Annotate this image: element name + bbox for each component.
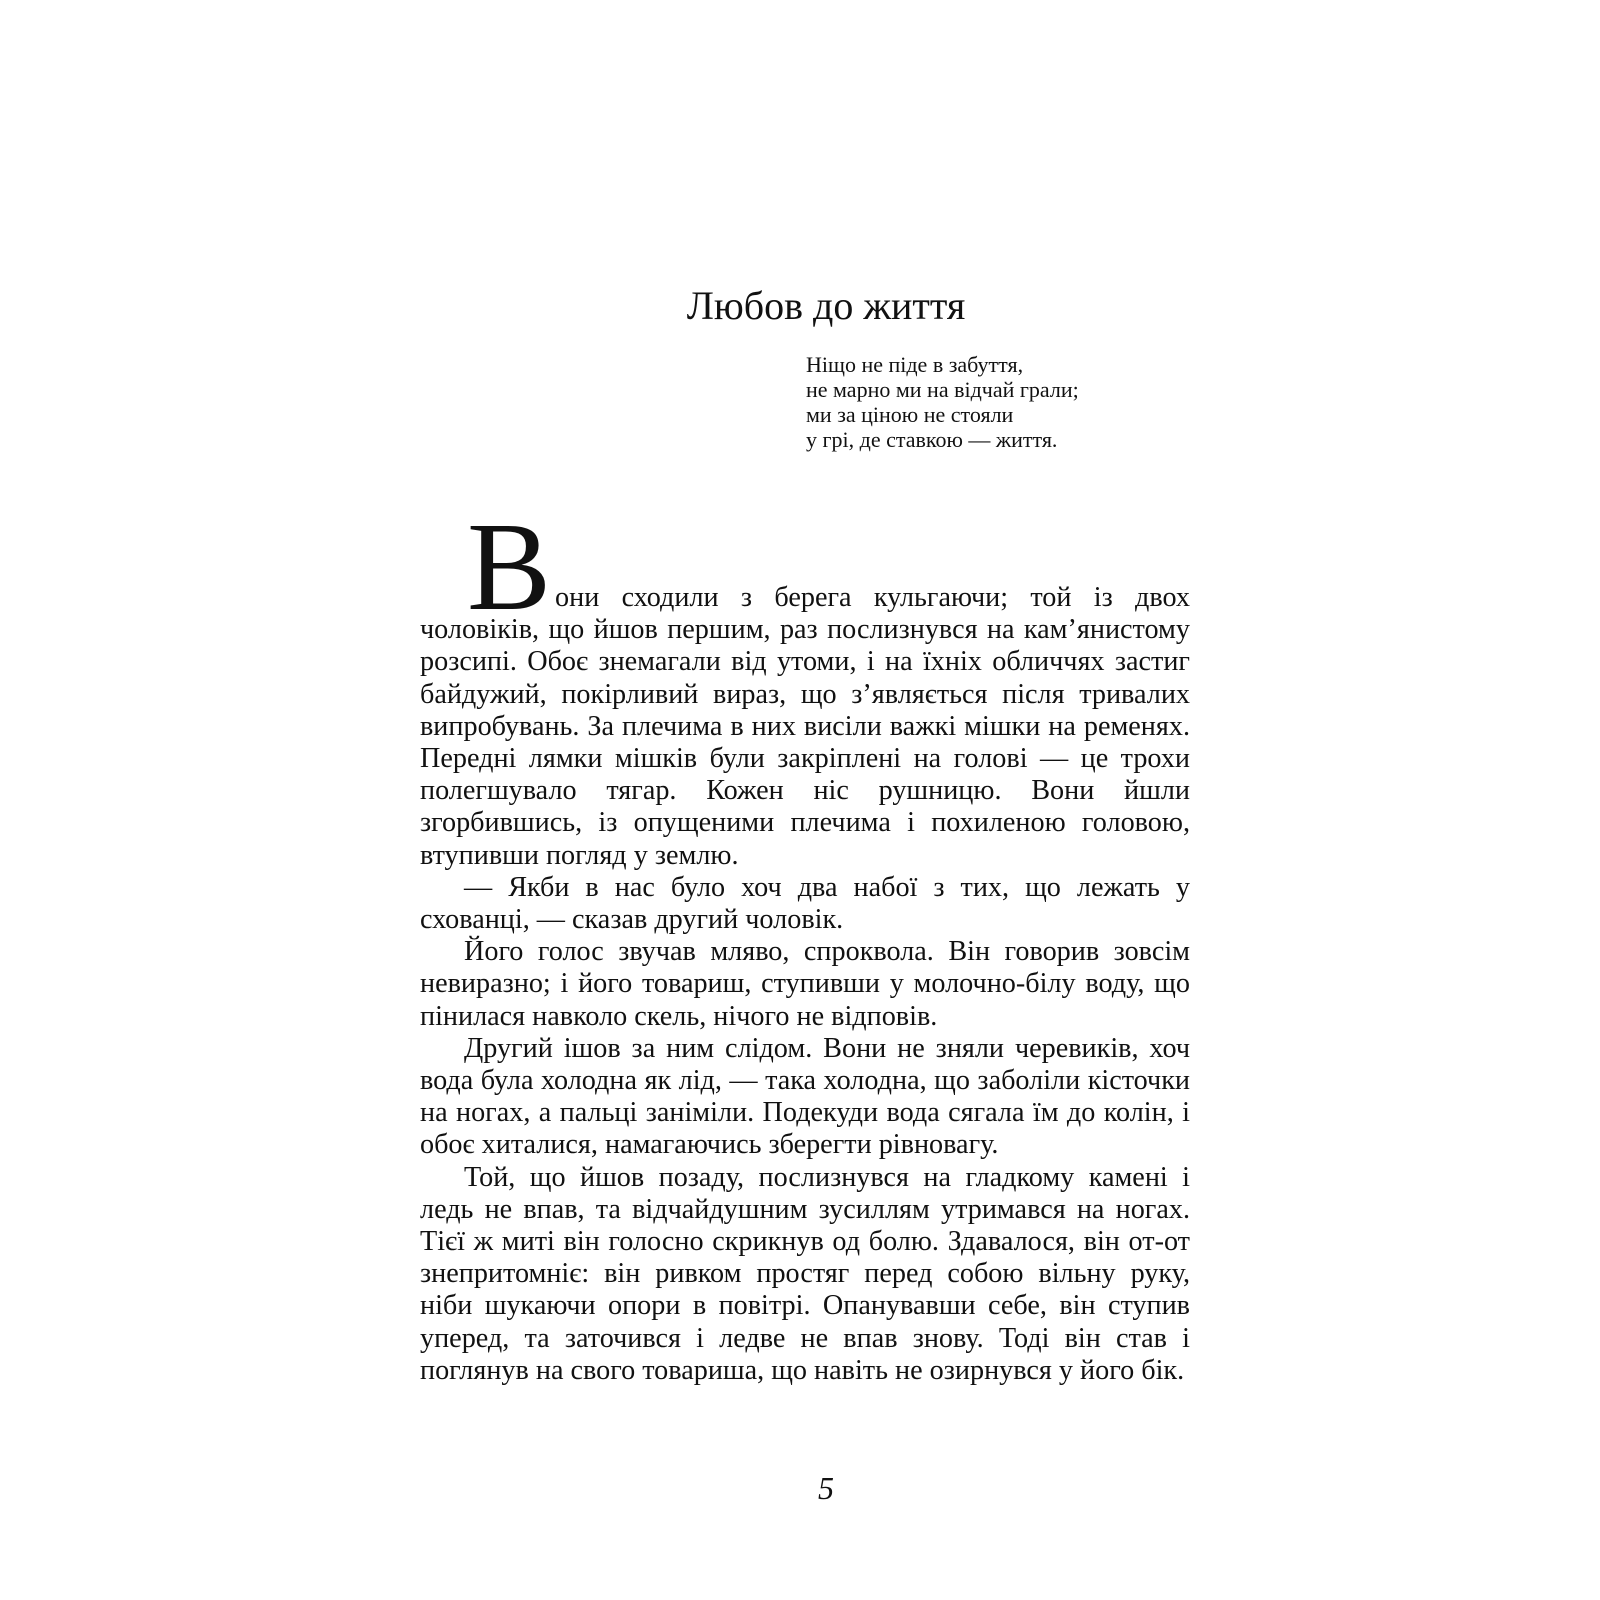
epigraph-line: ми за ціною не стояли	[806, 402, 1014, 427]
epigraph-line: не марно ми на відчай грали;	[806, 377, 1079, 402]
epigraph-line: у грі, де ставкою — життя.	[806, 427, 1058, 452]
drop-cap: В	[467, 498, 552, 637]
paragraph	[420, 498, 1190, 872]
paragraph: — Якби в нас було хоч два набої з тих, що лежать у схованці, — сказав другий чоловік.	[420, 871, 1190, 936]
paragraph-text: они сходили з берега кульгаючи; той із двох чоловіків, що йшов першим, раз послизнувся на кам’янистому розсипі. Обоє знемагали від утоми, і на їхніх обличчях застиг байдужий, покірливий вираз, що з’являється після тривалих випробувань. За плечима в них висіли важкі мішки на ременях. Передні лямки мішків були закріплені на голові — це трохи полегшувало тягар. Кожен ніс рушницю. Вони йшли згорбившись, із опущеними плечима і похиленою головою, втупивши погляд у землю.	[420, 582, 1190, 871]
paragraph: Другий ішов за ним слідом. Вони не зняли черевиків, хоч вода була холодна як лід, — така холодна, що заболіли кісточки на ногах, а пальці заніміли. Подекуди вода сягала їм до колін, і обоє хиталися, намагаючись зберегти рівновагу.	[420, 1032, 1190, 1161]
epigraph	[806, 352, 1079, 452]
body-text	[420, 498, 1190, 1387]
page-number: 5	[818, 1470, 834, 1506]
paragraph: Той, що йшов позаду, послизнувся на гладкому камені і ледь не впав, та відчайдушним зусиллям утримався на ногах. Тієї ж миті він голосно скрикнув од болю. Здавалося, він от-от знепритомніє: він ривком простяг перед собою вільну руку, ніби шукаючи опори в повітрі. Опанувавши себе, він ступив уперед, та заточився і ледве не впав знову. Тоді він став і поглянув на свого товариша, що навіть не озирнувся у його бік.	[420, 1161, 1190, 1386]
epigraph-line: Ніщо не піде в забуття,	[806, 352, 1024, 377]
chapter-title: Любов до життя	[686, 283, 966, 328]
paragraph: Його голос звучав мляво, спроквола. Він говорив зовсім невиразно; і його товариш, ступивши у молочно-білу воду, що пінилася навколо скель, нічого не відповів.	[420, 936, 1190, 1032]
